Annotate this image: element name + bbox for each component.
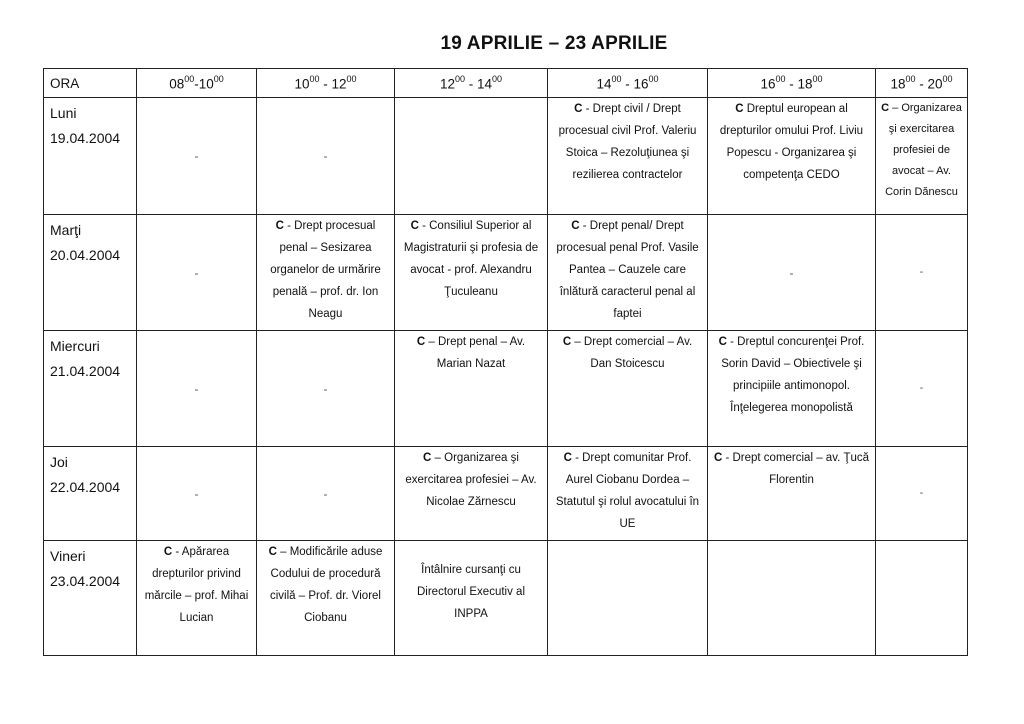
course-type-label: C (416, 336, 426, 348)
schedule-cell (548, 541, 708, 656)
course-type-label: C (563, 452, 572, 464)
empty-dash: - (919, 487, 924, 499)
course-type-label: C (423, 452, 432, 464)
course-text: - Drept comunitar Prof. Aurel Ciobanu Dordea – Statutul şi rolul avocatului în UE (555, 452, 700, 530)
header-slot: $08^{00}-10^{00}$ (137, 69, 257, 98)
schedule-cell (395, 541, 548, 656)
course-text: - Dreptul concurenţei Prof. Sorin David – Obiectivele şi principiile antimonopol. Înţelegerea monopolistă (721, 336, 865, 414)
schedule-cell (708, 541, 876, 656)
schedule-cell (708, 447, 876, 541)
day-date: 21.04.2004 (50, 363, 121, 379)
table-row (44, 331, 968, 447)
schedule-cell (257, 98, 395, 215)
schedule-cell (876, 331, 968, 447)
course-text: Întâlnire cursanţi cu Directorul Executiv al INPPA (416, 564, 525, 620)
course-text: – Organizarea şi exercitarea profesiei de avocat – Av. Corin Dănescu (885, 102, 962, 198)
course-type-label: C (163, 546, 173, 558)
course-type-label: C (881, 102, 890, 114)
day-name: Miercuri (50, 338, 100, 354)
header-slot: $12^{00} - 14^{00}$ (395, 69, 548, 98)
schedule-cell (137, 98, 257, 215)
course-text: - Apărarea drepturilor privind mărcile – prof. Mihai Lucian (144, 546, 249, 624)
schedule-cell (257, 215, 395, 331)
day-date: 22.04.2004 (50, 479, 121, 495)
header-slot: $16^{00} - 18^{00}$ (708, 69, 876, 98)
day-name: Joi (50, 454, 68, 470)
day-date: 23.04.2004 (50, 573, 121, 589)
day-cell (44, 541, 137, 656)
course-text: – Drept penal – Av. Marian Nazat (425, 336, 526, 370)
course-text: - Drept comercial – av. Ţucă Florentin (722, 452, 870, 486)
schedule-cell (876, 541, 968, 656)
day-name: Marţi (50, 222, 82, 238)
course-text: Dreptul european al drepturilor omului Prof. Liviu Popescu - Organizarea şi competenţa CEDO (719, 103, 864, 181)
course-type-label: C (268, 546, 277, 558)
course-type-label: C (574, 103, 583, 115)
empty-dash: - (194, 486, 199, 501)
schedule-cell (876, 447, 968, 541)
header-ora: ORA (44, 69, 137, 98)
schedule-cell (257, 447, 395, 541)
course-text: - Drept civil / Drept procesual civil Prof. Valeriu Stoica – Rezoluţiunea şi rezilierea contractelor (558, 103, 697, 181)
schedule-cell (708, 331, 876, 447)
schedule-cell (395, 98, 548, 215)
schedule-cell (548, 331, 708, 447)
day-name: Vineri (50, 548, 86, 564)
empty-dash: - (919, 266, 924, 278)
course-text: – Drept comercial – Av. Dan Stoicescu (571, 336, 693, 370)
schedule-cell (395, 215, 548, 331)
schedule-cell (137, 541, 257, 656)
header-slot: $14^{00} - 16^{00}$ (548, 69, 708, 98)
course-text: - Consiliul Superior al Magistraturii şi profesia de avocat - prof. Alexandru Ţuculeanu (403, 220, 539, 298)
schedule-cell (137, 447, 257, 541)
header-row (44, 69, 968, 98)
schedule-cell (137, 215, 257, 331)
schedule-cell (708, 215, 876, 331)
course-type-label: C (275, 220, 284, 232)
header-slot: $10^{00} - 12^{00}$ (257, 69, 395, 98)
course-type-label: C (410, 220, 419, 232)
day-cell (44, 215, 137, 331)
day-cell (44, 447, 137, 541)
day-name: Luni (50, 105, 77, 121)
header-slot: $18^{00} - 20^{00}$ (876, 69, 968, 98)
day-cell (44, 98, 137, 215)
empty-dash: - (194, 265, 199, 280)
empty-dash: - (919, 382, 924, 394)
schedule-cell (257, 331, 395, 447)
schedule-cell (548, 447, 708, 541)
course-text: - Drept procesual penal – Sesizarea organelor de urmărire penală – prof. dr. Ion Neagu (270, 220, 381, 320)
course-text: – Modificările aduse Codului de procedură civilă – Prof. dr. Viorel Ciobanu (269, 546, 383, 624)
schedule-cell (257, 541, 395, 656)
course-text: - Drept penal/ Drept procesual penal Prof. Vasile Pantea – Cauzele care înlătură caracterul penal al faptei (556, 220, 699, 320)
empty-dash: - (323, 381, 328, 396)
day-cell (44, 331, 137, 447)
course-text: – Organizarea şi exercitarea profesiei – Av. Nicolae Zărnescu (405, 452, 537, 508)
schedule-cell (876, 215, 968, 331)
schedule-cell (395, 331, 548, 447)
empty-dash: - (323, 149, 328, 163)
empty-dash: - (789, 265, 794, 280)
course-type-label: C (571, 220, 580, 232)
table-row (44, 541, 968, 656)
empty-dash: - (323, 486, 328, 501)
day-date: 20.04.2004 (50, 247, 121, 263)
schedule-cell (395, 447, 548, 541)
schedule-cell (548, 98, 708, 215)
schedule-cell (876, 98, 968, 215)
table-row (44, 447, 968, 541)
day-date: 19.04.2004 (50, 130, 121, 146)
course-type-label: C (718, 336, 727, 348)
table-row (44, 215, 968, 331)
schedule-cell (548, 215, 708, 331)
table-row (44, 98, 968, 215)
course-type-label: C (713, 452, 723, 464)
schedule-cell (708, 98, 876, 215)
schedule-table (43, 68, 968, 656)
schedule-cell (137, 331, 257, 447)
course-type-label: C (735, 103, 744, 115)
empty-dash: - (194, 381, 199, 396)
course-type-label: C (562, 336, 572, 348)
empty-dash: - (194, 149, 199, 163)
page-title: 19 APRILIE – 23 APRILIE (440, 33, 668, 54)
